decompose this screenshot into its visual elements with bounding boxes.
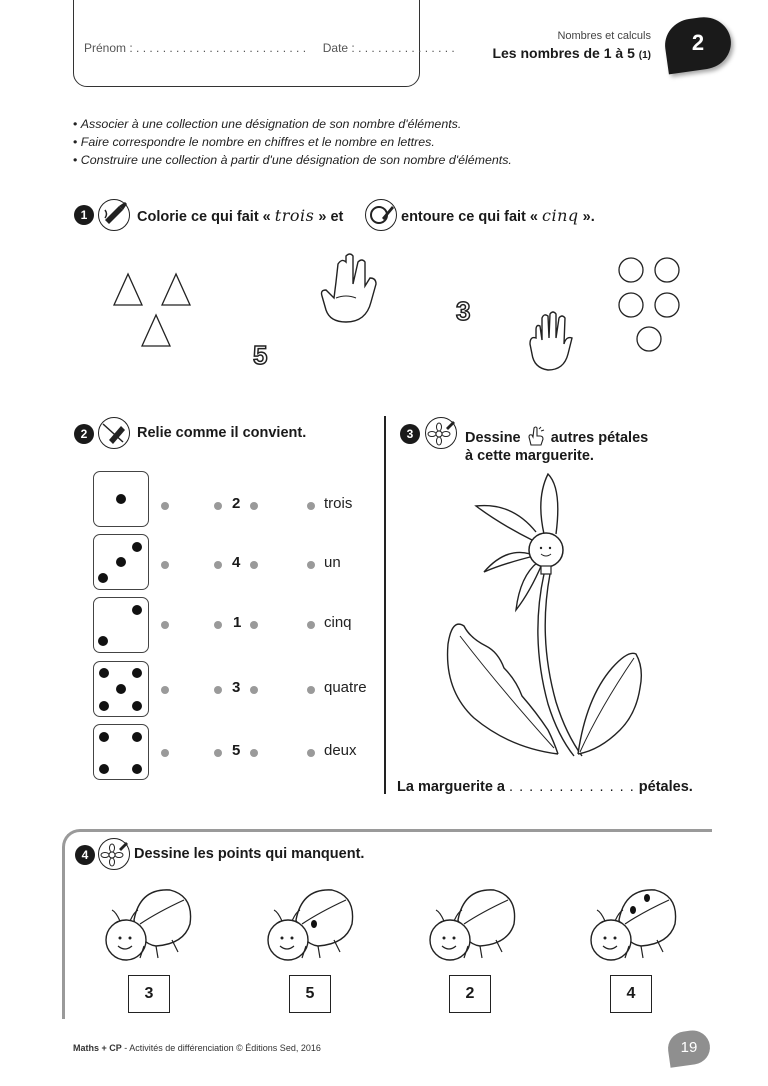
ex1-word-cinq: cinq (542, 206, 579, 225)
die-pip (132, 542, 142, 552)
ladybug-drawing[interactable] (100, 884, 196, 966)
link-dot[interactable] (161, 686, 169, 694)
footer-text: - Activités de différenciation © Éditions Sed, 2016 (121, 1043, 321, 1053)
word-label: deux (324, 742, 357, 759)
ex3-title-part: Dessine (465, 429, 521, 446)
date-field[interactable]: Date : . . . . . . . . . . . . . . . (322, 41, 455, 55)
die-face (93, 661, 149, 717)
prenom-field[interactable]: Prénom : . . . . . . . . . . . . . . . . . . . . . . . . . . (84, 41, 307, 55)
lesson-title-suffix: (1) (638, 50, 651, 61)
link-dot[interactable] (250, 749, 258, 757)
die-pip (98, 573, 108, 583)
exercise-3-title-2: à cette marguerite. (465, 448, 594, 464)
die-face (93, 724, 149, 780)
die-pip (132, 668, 142, 678)
objective-item: • Associer à une collection une désignation de son nombre d'éléments. (73, 115, 673, 133)
word-label: un (324, 554, 341, 571)
link-dot[interactable] (214, 621, 222, 629)
die-face (93, 471, 149, 527)
digit-label: 5 (232, 742, 241, 759)
three-triangles[interactable] (110, 272, 200, 352)
ex1-title-part: Colorie ce qui fait « (137, 209, 271, 225)
domain-label: Nombres et calculs (557, 30, 651, 42)
die-face (93, 534, 149, 590)
die-pip (132, 701, 142, 711)
objective-item: • Construire une collection à partir d'une désignation de son nombre d'éléments. (73, 151, 673, 169)
die-pip (99, 764, 109, 774)
link-dot[interactable] (161, 621, 169, 629)
daisy-drawing[interactable] (440, 468, 670, 760)
lesson-number: 2 (691, 30, 705, 55)
numeral-three[interactable]: 3 (456, 296, 471, 326)
flower-pencil-icon (98, 838, 130, 870)
ex1-title-part: ». (582, 209, 595, 225)
link-dot[interactable] (307, 749, 315, 757)
link-dot[interactable] (307, 561, 315, 569)
die-pip (132, 764, 142, 774)
objectives-list (73, 115, 673, 169)
ex3-title-part: autres pétales (550, 429, 649, 446)
link-pencil-icon (98, 417, 130, 449)
daisy-answer-line (397, 779, 693, 795)
ladybug-drawing[interactable] (585, 884, 681, 966)
crayon-icon (98, 199, 130, 231)
die-pip (98, 636, 108, 646)
die-pip (132, 732, 142, 742)
ex1-word-trois: trois (274, 206, 315, 225)
link-dot[interactable] (250, 561, 258, 569)
die-pip (116, 684, 126, 694)
numeral-five[interactable]: 5 (253, 340, 268, 370)
die-pip (99, 701, 109, 711)
ladybug-drawing[interactable] (262, 884, 358, 966)
ex1-title-part: » et (318, 209, 344, 225)
lesson-title (492, 45, 651, 61)
circle-pencil-icon (365, 199, 397, 231)
footer (73, 1043, 321, 1053)
link-dot[interactable] (214, 686, 222, 694)
exercise-4-title: Dessine les points qui manquent. (134, 846, 365, 862)
footer-brand: Maths + CP (73, 1043, 122, 1053)
exercise-1-title (137, 206, 343, 225)
exercise-1-title-2 (401, 206, 595, 225)
answer-text: La marguerite a (397, 779, 505, 795)
section-divider (384, 416, 386, 794)
answer-text: pétales. (638, 779, 693, 795)
digit-label: 2 (232, 495, 241, 512)
lesson-title-text: Les nombres de 1 à 5 (492, 45, 635, 61)
digit-label: 4 (232, 554, 241, 571)
count-box: 3 (128, 975, 170, 1013)
objective-item: • Faire correspondre le nombre en chiffres et le nombre en lettres. (73, 133, 673, 151)
link-dot[interactable] (307, 686, 315, 694)
die-pip (132, 605, 142, 615)
five-fingers-hand[interactable] (524, 310, 580, 372)
three-fingers-hand[interactable] (316, 252, 386, 326)
name-date-line (84, 41, 455, 55)
flower-pencil-icon (425, 417, 457, 449)
die-face (93, 597, 149, 653)
die-pip (116, 557, 126, 567)
answer-blank[interactable]: . . . . . . . . . . . . . (509, 779, 635, 795)
link-dot[interactable] (307, 502, 315, 510)
digit-label: 1 (233, 614, 242, 631)
page-number: 19 (680, 1039, 698, 1056)
link-dot[interactable] (161, 502, 169, 510)
exercise-2-title: Relie comme il convient. (137, 425, 307, 441)
exercise-number: 3 (400, 424, 420, 444)
ladybug-drawing[interactable] (424, 884, 520, 966)
die-pip (99, 668, 109, 678)
link-dot[interactable] (214, 749, 222, 757)
link-dot[interactable] (250, 621, 258, 629)
link-dot[interactable] (307, 621, 315, 629)
exercise-number: 2 (74, 424, 94, 444)
link-dot[interactable] (250, 686, 258, 694)
five-circles[interactable] (614, 254, 688, 354)
die-pip (99, 732, 109, 742)
ex1-title-part: entoure ce qui fait « (401, 209, 538, 225)
count-box: 2 (449, 975, 491, 1013)
digit-label: 3 (232, 679, 241, 696)
link-dot[interactable] (161, 749, 169, 757)
exercise-number: 1 (74, 205, 94, 225)
link-dot[interactable] (214, 502, 222, 510)
word-label: trois (324, 495, 353, 512)
word-label: quatre (324, 679, 367, 696)
link-dot[interactable] (250, 502, 258, 510)
die-pip (116, 494, 126, 504)
link-dot[interactable] (214, 561, 222, 569)
link-dot[interactable] (161, 561, 169, 569)
exercise-number: 4 (75, 845, 95, 865)
word-label: cinq (324, 614, 352, 631)
count-box: 4 (610, 975, 652, 1013)
count-box: 5 (289, 975, 331, 1013)
